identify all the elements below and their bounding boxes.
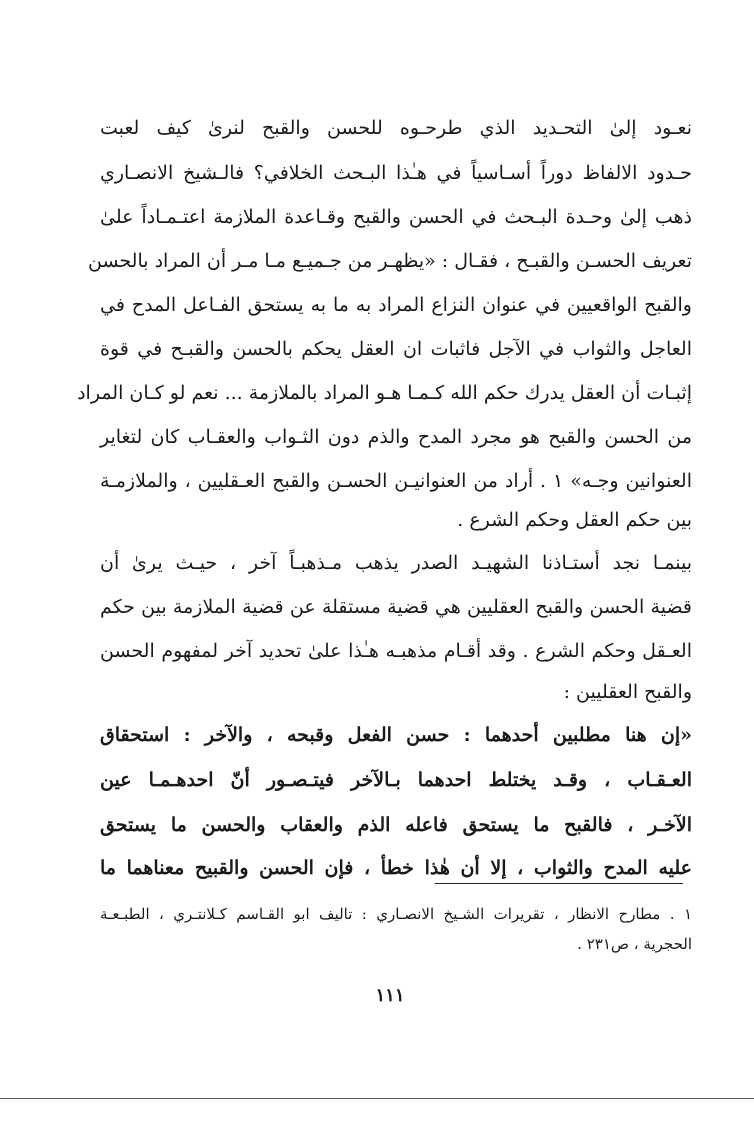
body-line: والقبح الواقعيين في عنوان النزاع المراد به ما به يستحق الفـاعل المدح في [100,294,692,316]
quote-line: عليه المدح والثواب ، إلا أن هٰذا خطأ ، فإن الحسن والقبيح معناهما ما [100,857,692,879]
body-line: حـدود الالفاظ دوراً أسـاسياً في هـٰذا البـحث الخلافي؟ فالـشيخ الانصـاري [100,162,692,184]
body-line: تعريف الحسـن والقبـح ، فقـال : «يظهـر من جـميـع مـا مـر أن المراد بالحسن [88,250,692,272]
scan-edge-line [0,1098,754,1099]
page-number: ١١١ [375,985,405,1006]
footnote-line: الحجرية ، ص٢٣١ . [577,935,692,953]
footnote-line: ١ . مطارح الانظار ، تقريرات الشـيخ الانصـاري : تاليف ابو القـاسم كـلانتـري ، الطبـعـة [100,905,692,923]
quote-line: العـقـاب ، وقـد يختلط احدهما بـالآخر فيتـصـور أنّ احدهـمـا عين [100,769,692,791]
body-line: العاجل والثواب في الآجل فاثبات ان العقل يحكم بالحسن والقبـح في قوة [100,338,692,360]
body-line: بينمـا نجد أستـاذنا الشهيـد الصدر يذهب مـذهبـاً آخر ، حيـث يرىٰ أن [100,552,692,574]
body-line: العنوانين وجـه» ١ . أراد من العنوانيـن الحسـن والقبح العـقليين ، والملازمـة [100,470,692,492]
body-line: العـقل وحكم الشرع . وقد أقـام مذهبـه هـٰذا علىٰ تحديد آخر لمفهوم الحسن [100,640,692,662]
footnote-divider [435,883,683,884]
body-line: نعـود إلىٰ التحـديد الذي طرحـوه للحسن والقبح لنرىٰ كيف لعبت [100,117,692,139]
body-line: قضية الحسن والقبح العقليين هي قضية مستقلة عن قضية الملازمة بين حكم [100,596,692,618]
body-line: إثبـات أن العقل يدرك حكم الله كـمـا هـو المراد بالملازمة ... نعم لو كـان المراد [77,382,692,404]
body-line: بين حكم العقل وحكم الشرع . [457,509,692,531]
body-line: من الحسن والقبح هو مجرد المدح والذم دون الثـواب والعقـاب كان لتغاير [100,426,692,448]
quote-line: الآخـر ، فالقبح ما يستحق فاعله الذم والعقاب والحسن ما يستحق [100,814,692,836]
quote-line: «إن هنا مطلبين أحدهما : حسن الفعل وقبحه ، والآخر : استحقاق [100,724,692,746]
body-line: ذهب إلىٰ وحـدة البـحث في الحسن والقبح وقـاعدة الملازمة اعتـمـاداً علىٰ [100,206,692,228]
body-line: والقبح العقليين : [563,681,692,703]
